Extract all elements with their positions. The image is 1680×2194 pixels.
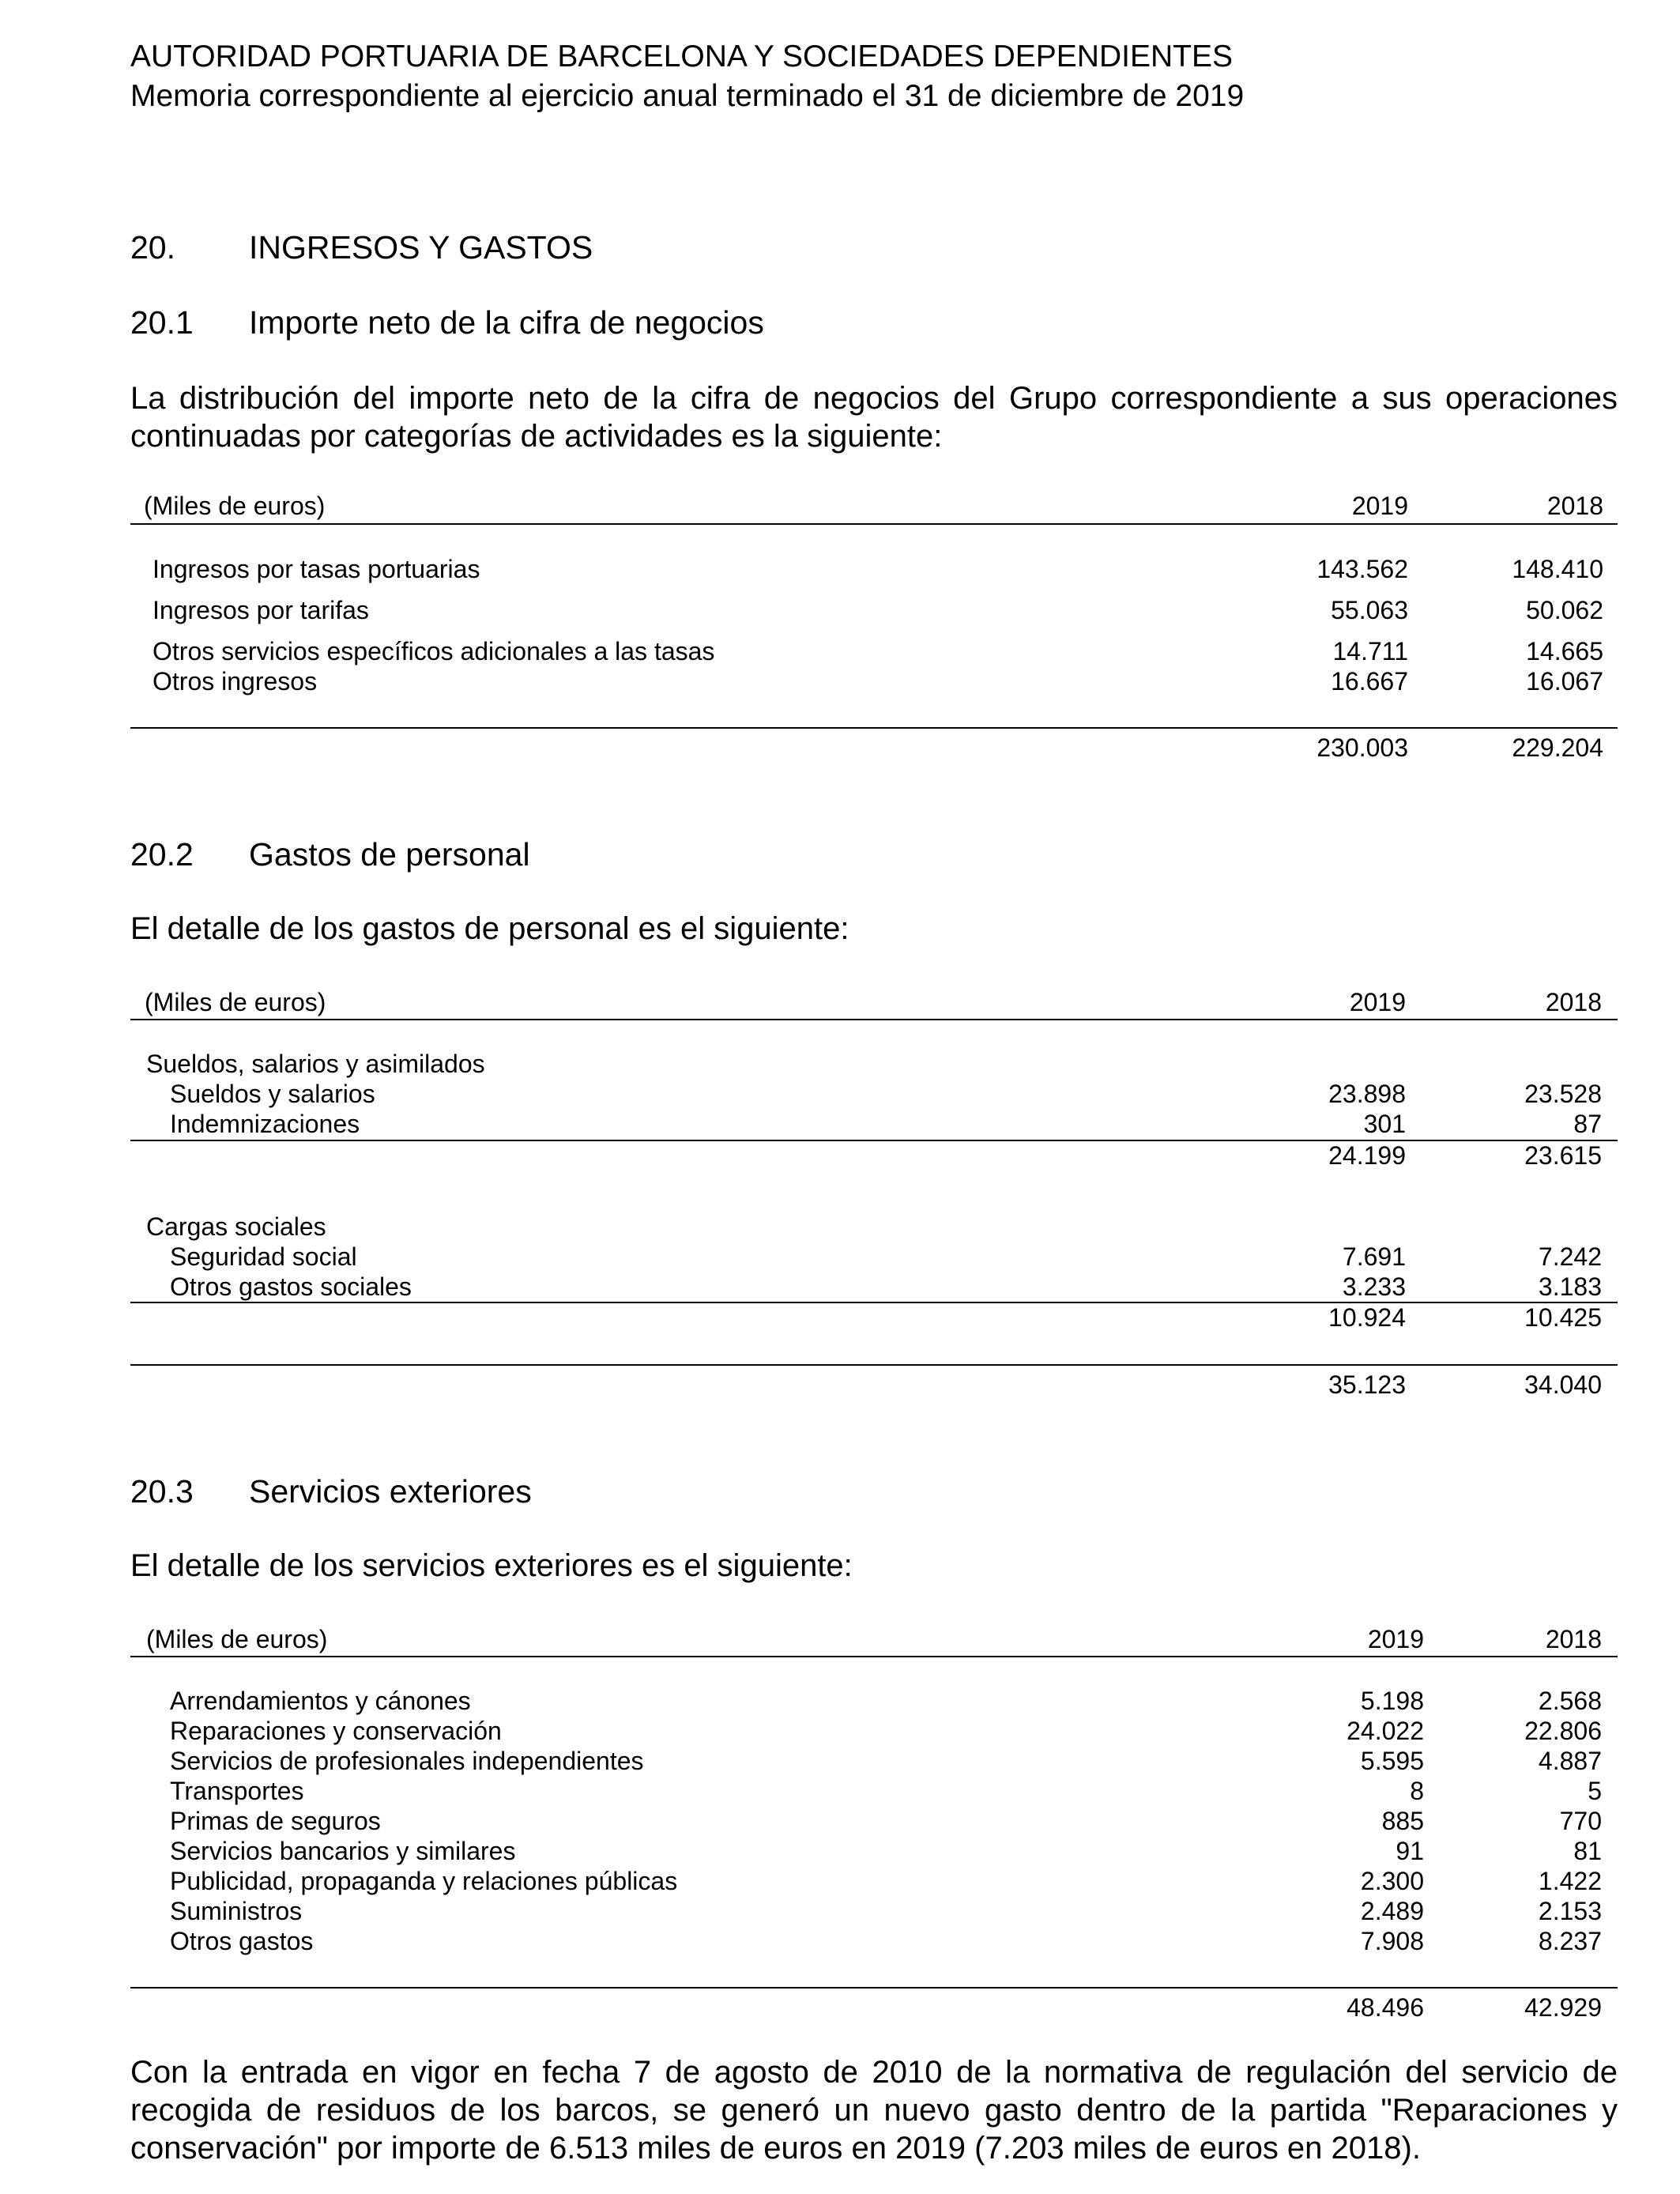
table-row: [130, 1747, 1618, 1778]
table-row: [130, 1777, 1618, 1808]
table-row: [130, 1837, 1618, 1868]
row-label: Servicios de profesionales independientes: [170, 1747, 644, 1775]
note-line-2: recogida de residuos de los barcos, se generó un nuevo gasto dentro de la partida "Reparaciones y: [130, 2093, 1618, 2128]
table-row: [130, 1867, 1618, 1898]
value-2018: 4.887: [1538, 1747, 1602, 1775]
total-2018: 34.040: [1524, 1370, 1602, 1399]
section-number: 20.3: [130, 1473, 194, 1510]
value-2019: 5.595: [1360, 1747, 1424, 1775]
column-header-2018: 2018: [1545, 988, 1602, 1016]
value-2018: 50.062: [1526, 596, 1603, 624]
table-row: [130, 555, 1618, 586]
section-title: Gastos de personal: [249, 836, 530, 873]
value-2018: 2.153: [1538, 1897, 1602, 1925]
section-20-heading: [130, 229, 1079, 269]
row-label: Transportes: [170, 1777, 304, 1805]
total-2019: 35.123: [1328, 1370, 1406, 1399]
value-2019: 91: [1396, 1837, 1424, 1865]
total-2018: 42.929: [1524, 1993, 1602, 2022]
section-20-1-intro: [130, 379, 1618, 455]
value-2018: 8.237: [1538, 1927, 1602, 1955]
table-row: [130, 596, 1618, 628]
table-row: [130, 1272, 1618, 1304]
value-2019: 7.908: [1360, 1927, 1424, 1955]
personnel-table: [130, 988, 1618, 1399]
table-row: [130, 1242, 1618, 1274]
value-2018: 81: [1573, 1837, 1602, 1865]
total-2018: 229.204: [1512, 733, 1603, 762]
section-20-2-heading: [130, 836, 1079, 876]
row-label: Sueldos y salarios: [170, 1080, 375, 1108]
value-2018: 23.528: [1524, 1080, 1602, 1108]
value-2018: 2.568: [1538, 1687, 1602, 1715]
section-20-3-heading: [130, 1473, 1079, 1513]
value-2019: 3.233: [1342, 1272, 1406, 1301]
group-title: [130, 1212, 1618, 1244]
table-row: [130, 1717, 1618, 1748]
table-header-row: [130, 988, 1618, 1020]
table-row: [130, 1687, 1618, 1718]
row-label: Otros ingresos: [153, 667, 318, 696]
value-2018: 148.410: [1512, 555, 1603, 583]
revenue-table: [130, 492, 1618, 760]
header-rule: [130, 1019, 1618, 1020]
section-number: 20.: [130, 229, 175, 266]
note-line-1: Con la entrada en vigor en fecha 7 de agosto de 2010 de la normativa de regulación del servicio de: [130, 2055, 1618, 2090]
value-2018: 87: [1573, 1110, 1602, 1138]
external-services-table: [130, 1625, 1618, 2036]
header-rule: [130, 1656, 1618, 1657]
table-row: [130, 667, 1618, 699]
value-2019: 143.562: [1317, 555, 1408, 583]
total-rule: [130, 1364, 1618, 1366]
unit-label: (Miles de euros): [144, 492, 326, 520]
value-2019: 2.489: [1360, 1897, 1424, 1925]
section-title: Importe neto de la cifra de negocios: [249, 304, 764, 341]
group-label: Sueldos, salarios y asimilados: [146, 1050, 485, 1078]
value-2018: 16.067: [1526, 667, 1603, 696]
value-2018: 3.183: [1538, 1272, 1602, 1301]
column-header-2019: 2019: [1351, 492, 1408, 520]
group-title: [130, 1050, 1618, 1081]
column-header-2019: 2019: [1367, 1625, 1424, 1653]
value-2019: 14.711: [1332, 637, 1408, 665]
section-20-3-intro: El detalle de los servicios exteriores es el siguiente:: [130, 1548, 853, 1583]
value-2018: 5: [1588, 1777, 1602, 1805]
subtotal-2019: 24.199: [1328, 1141, 1406, 1170]
value-2018: 14.665: [1526, 637, 1603, 665]
total-row: [130, 733, 1618, 765]
section-20-2-intro: El detalle de los gastos de personal es el siguiente:: [130, 911, 849, 946]
section-title: INGRESOS Y GASTOS: [249, 229, 593, 266]
value-2019: 301: [1363, 1110, 1406, 1138]
value-2018: 22.806: [1524, 1717, 1602, 1745]
row-label: Otros gastos sociales: [170, 1272, 412, 1301]
subtotal-row: [130, 1303, 1618, 1335]
intro-line-2: continuadas por categorías de actividades es la siguiente:: [130, 419, 943, 454]
note-line-3: conservación" por importe de 6.513 miles de euros en 2019 (7.203 miles de euros en 2018).: [130, 2131, 1421, 2166]
row-label: Otros gastos: [170, 1927, 314, 1955]
value-2019: 8: [1410, 1777, 1424, 1805]
table-header-row: [130, 492, 1618, 523]
document-header-org: AUTORIDAD PORTUARIA DE BARCELONA Y SOCIEDADES DEPENDIENTES: [130, 40, 1233, 74]
table-header-row: [130, 1625, 1618, 1657]
value-2018: 1.422: [1538, 1867, 1602, 1895]
row-label: Otros servicios específicos adicionales a las tasas: [153, 637, 715, 665]
unit-label: (Miles de euros): [146, 1625, 328, 1653]
total-row: [130, 1370, 1618, 1402]
document-header-subtitle: Memoria correspondiente al ejercicio anual terminado el 31 de diciembre de 2019: [130, 79, 1245, 113]
row-label: Arrendamientos y cánones: [170, 1687, 471, 1715]
value-2019: 55.063: [1331, 596, 1408, 624]
column-header-2018: 2018: [1545, 1625, 1602, 1653]
subtotal-row: [130, 1141, 1618, 1173]
header-rule: [130, 523, 1618, 525]
value-2019: 16.667: [1331, 667, 1408, 696]
row-label: Primas de seguros: [170, 1807, 381, 1835]
row-label: Indemnizaciones: [170, 1110, 360, 1138]
section-number: 20.2: [130, 836, 194, 873]
value-2018: 770: [1559, 1807, 1602, 1835]
row-label: Reparaciones y conservación: [170, 1717, 502, 1745]
column-header-2019: 2019: [1349, 988, 1406, 1016]
value-2018: 7.242: [1538, 1242, 1602, 1271]
table-row: [130, 1807, 1618, 1838]
subtotal-2019: 10.924: [1328, 1303, 1406, 1332]
total-row: [130, 1993, 1618, 2025]
unit-label: (Miles de euros): [145, 988, 326, 1016]
section-number: 20.1: [130, 304, 194, 341]
column-header-2018: 2018: [1546, 492, 1603, 520]
total-2019: 48.496: [1347, 1993, 1424, 2022]
table-row: [130, 637, 1618, 669]
row-label: Ingresos por tarifas: [153, 596, 369, 624]
total-rule: [130, 1987, 1618, 1989]
row-label: Seguridad social: [170, 1242, 357, 1271]
table-row: [130, 1110, 1618, 1141]
total-rule: [130, 727, 1618, 729]
table-row: [130, 1927, 1618, 1958]
row-label: Ingresos por tasas portuarias: [153, 555, 480, 583]
subtotal-2018: 10.425: [1524, 1303, 1602, 1332]
table-row: [130, 1080, 1618, 1111]
value-2019: 7.691: [1342, 1242, 1406, 1271]
intro-line-1: La distribución del importe neto de la cifra de negocios del Grupo correspondiente a sus operaciones: [130, 381, 1618, 416]
total-2019: 230.003: [1317, 733, 1408, 762]
value-2019: 24.022: [1347, 1717, 1424, 1745]
section-20-3-note: [130, 2053, 1618, 2167]
value-2019: 2.300: [1360, 1867, 1424, 1895]
section-20-1-heading: [130, 304, 1079, 344]
value-2019: 5.198: [1360, 1687, 1424, 1715]
table-row: [130, 1897, 1618, 1928]
subtotal-2018: 23.615: [1524, 1141, 1602, 1170]
row-label: Suministros: [170, 1897, 303, 1925]
group-label: Cargas sociales: [146, 1212, 326, 1241]
row-label: Publicidad, propaganda y relaciones públicas: [170, 1867, 678, 1895]
row-label: Servicios bancarios y similares: [170, 1837, 516, 1865]
section-title: Servicios exteriores: [249, 1473, 532, 1510]
value-2019: 23.898: [1328, 1080, 1406, 1108]
value-2019: 885: [1381, 1807, 1424, 1835]
